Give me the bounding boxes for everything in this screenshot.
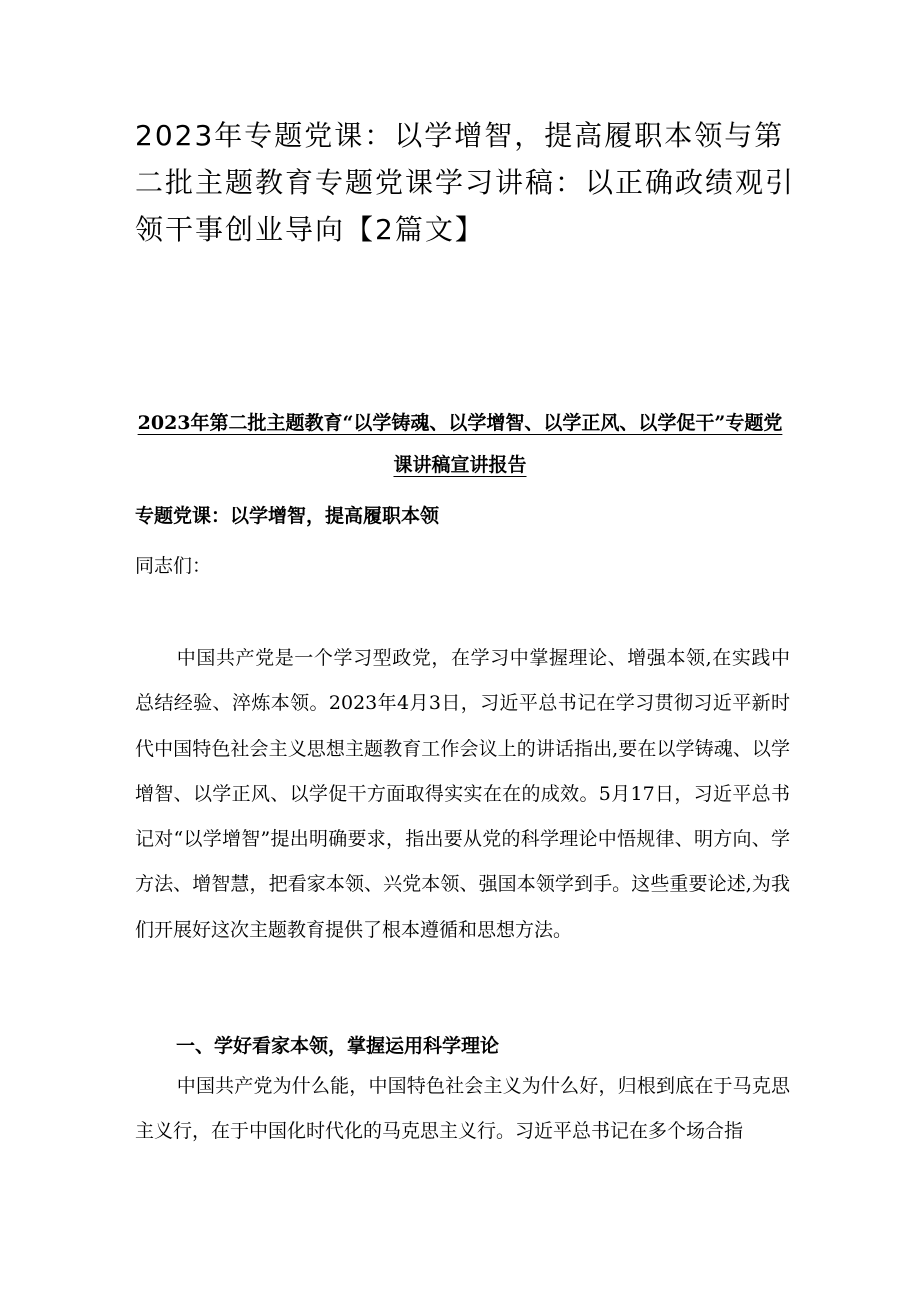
lecture-subtitle: 专题党课：以学增智，提高履职本领 bbox=[135, 505, 440, 527]
greeting: 同志们： bbox=[135, 555, 212, 577]
body-paragraph-2: 中国共产党为什么能，中国特色社会主义为什么好，归根到底在于马克思主义行，在于中国化时代化的马克思主义行。习近平总书记在多个场合指 bbox=[135, 1075, 790, 1143]
document-title: 2023年专题党课：以学增智，提高履职本领与第二批主题教育专题党课学习讲稿：以正确政绩观引领干事创业导向【2篇文】 bbox=[135, 119, 796, 246]
report-title: 2023年第二批主题教育“以学铸魂、以学增智、以学正风、以学促干”专题党课讲稿宣讲报告 bbox=[137, 412, 783, 476]
body-paragraph-1: 中国共产党是一个学习型政党，在学习中掌握理论、增强本领,在实践中总结经验、淬炼本领。2023年4月3日，习近平总书记在学习贯彻习近平新时代中国特色社会主义思想主题教育工作会议上的讲话指出,要在以学铸魂、以学增智、以学正风、以学促干方面取得实实在在的成效。5月17日，习近平总书记对“以学增智”提出明确要求，指出要从党的科学理论中悟规律、明方向、学方法、增智慧，把看家本领、兴党本领、强国本领学到手。这些重要论述,为我们开展好这次主题教育提供了根本遵循和思想方法。 bbox=[135, 647, 790, 941]
section-heading-1: 一、学好看家本领，掌握运用科学理论 bbox=[176, 1035, 500, 1057]
